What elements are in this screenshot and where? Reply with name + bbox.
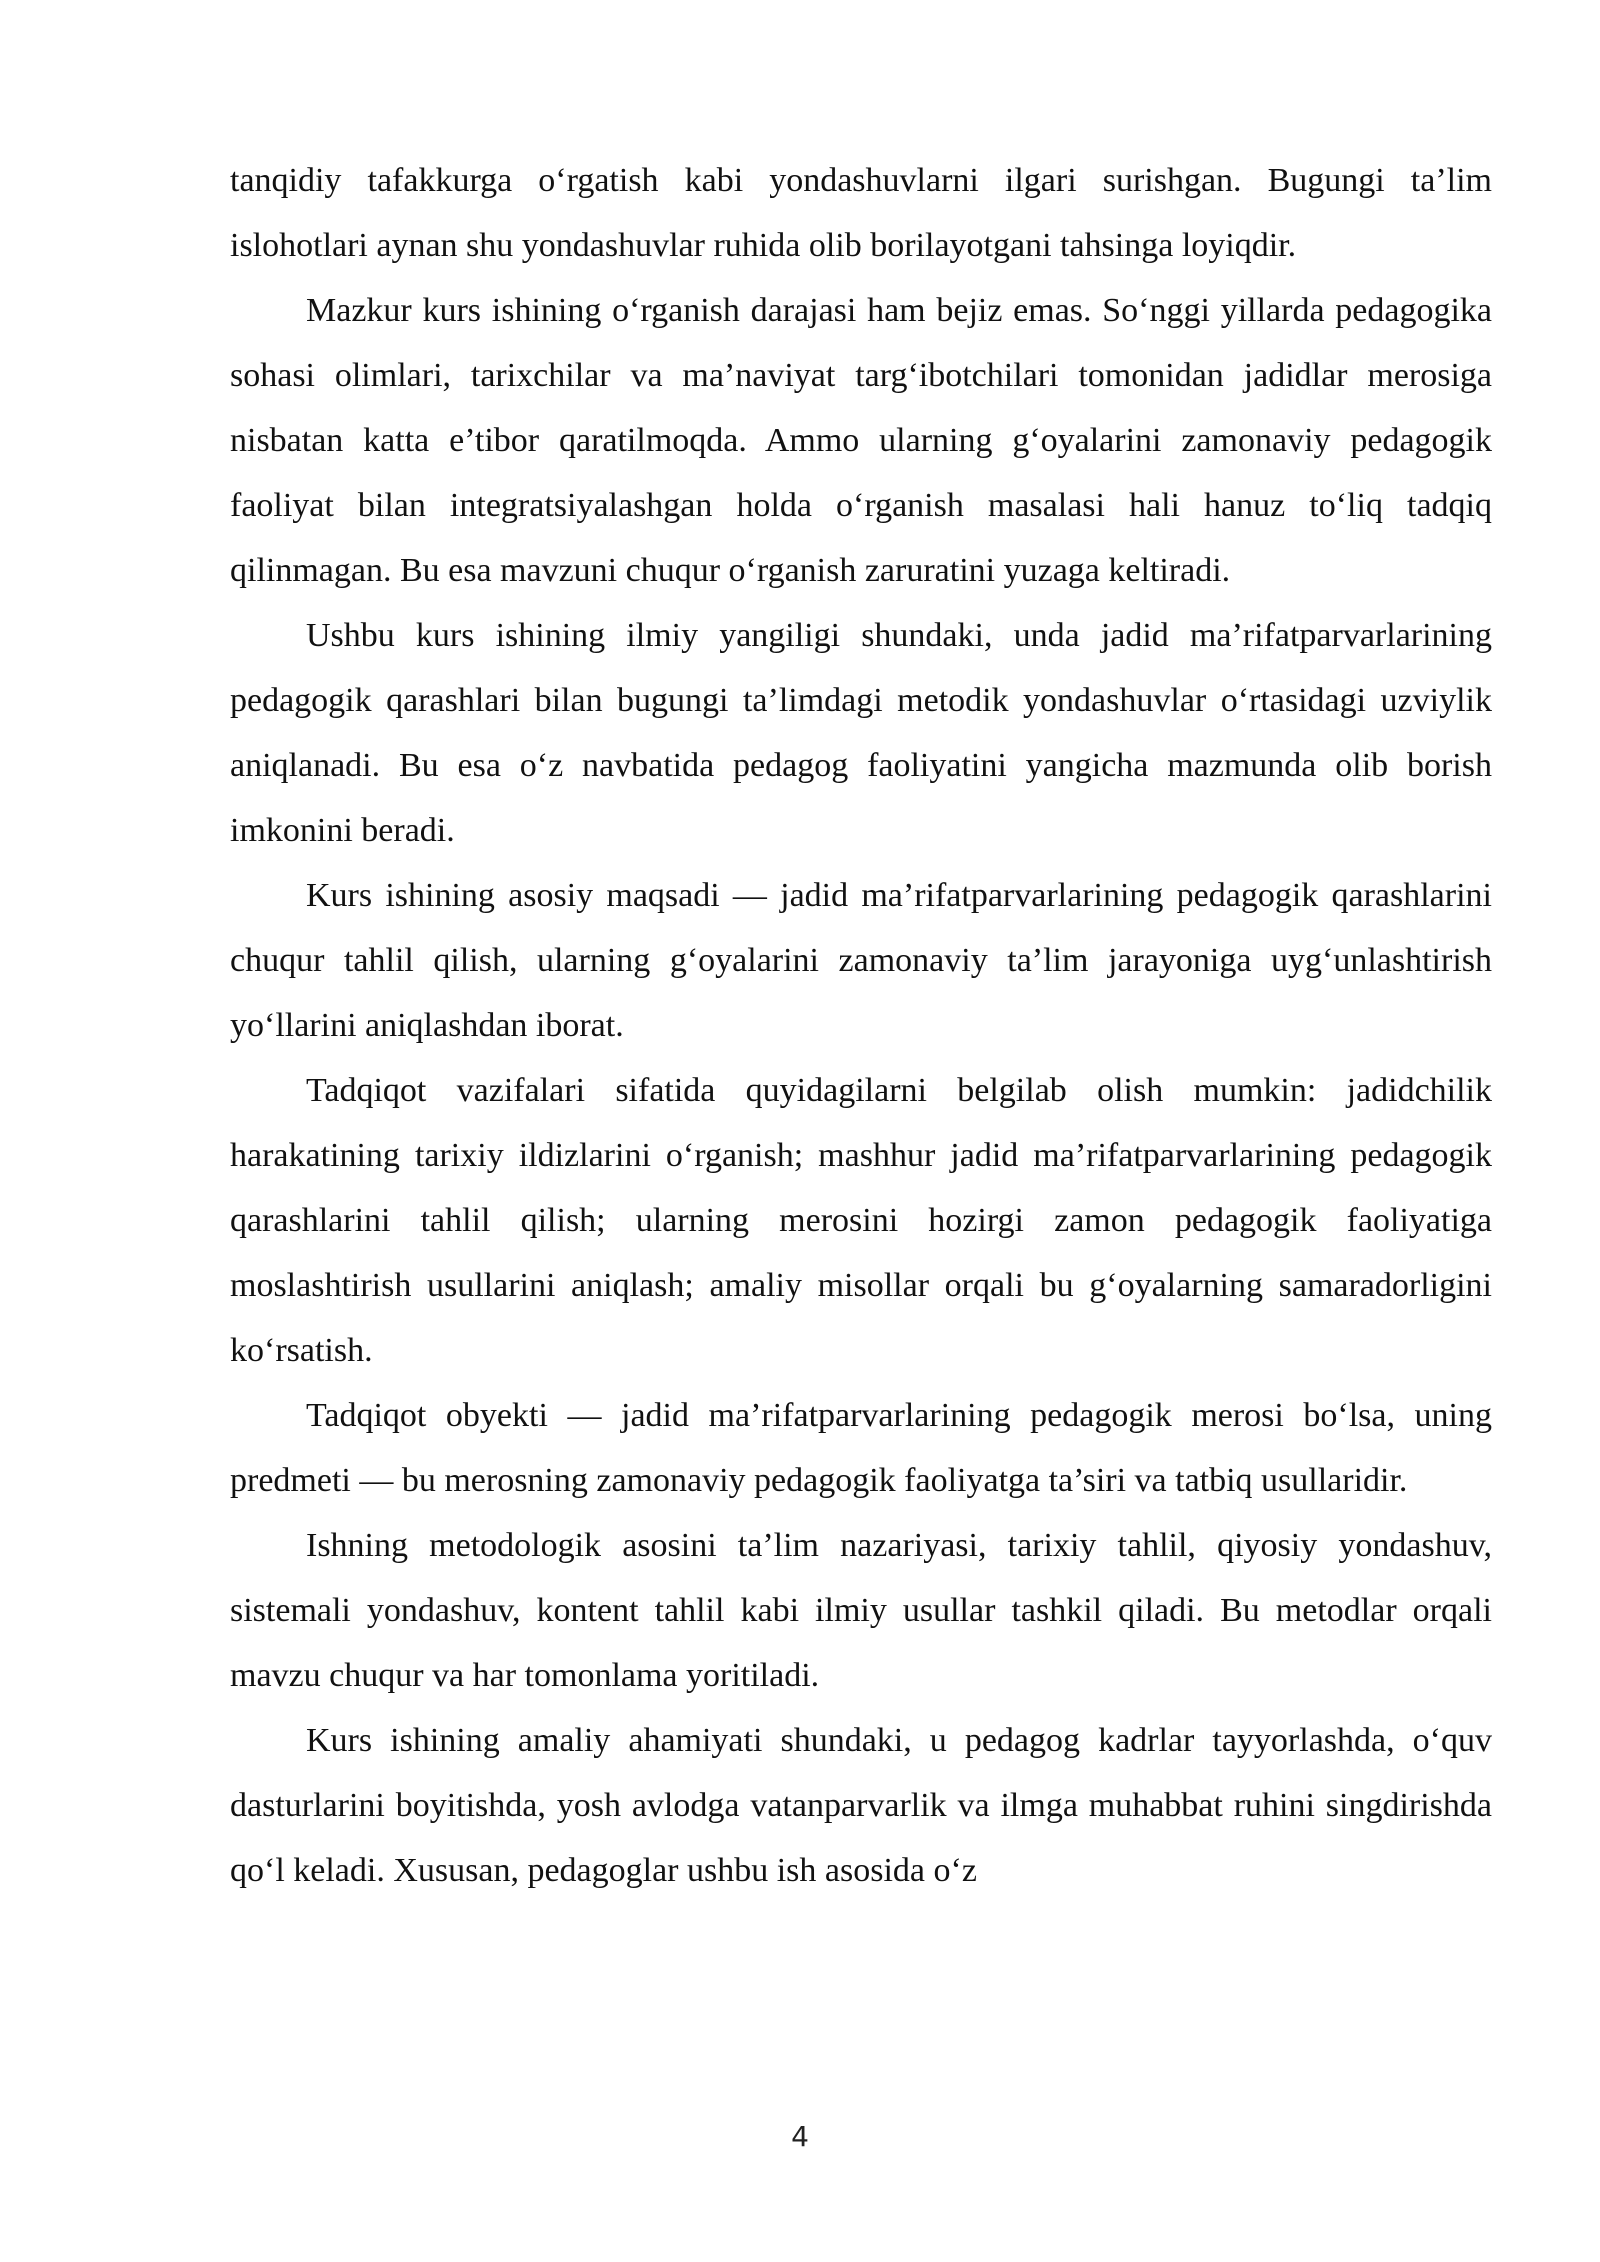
paragraph-methodology: Ishning metodologik asosini ta’lim nazariyasi, tarixiy tahlil, qiyosiy yondashuv, sistemali yondashuv, kontent tahlil kabi ilmiy usullar tashkil qiladi. Bu metodlar orqali mavzu chuqur va har tomonlama yoritiladi. xyxy=(230,1527,1492,1694)
paragraph-research-tasks: Tadqiqot vazifalari sifatida quyidagilarni belgilab olish mumkin: jadidchilik harakatining tarixiy ildizlarini o‘rganish; mashhur jadid ma’rifatparvarlarining pedagogik qarashlarini tahlil qilish; ularning merosini hozirgi zamon pedagogik faoliyatiga moslashtirish usullarini aniqlash; amaliy misollar orqali bu g‘oyalarning samaradorligini ko‘rsatish. xyxy=(230,1072,1492,1369)
paragraph-study-level: Mazkur kurs ishining o‘rganish darajasi ham bejiz emas. So‘nggi yillarda pedagogika sohasi olimlari, tarixchilar va ma’naviyat targ‘ibotchilari tomonidan jadidlar merosiga nisbatan katta e’tibor qaratilmoqda. Ammo ularning g‘oyalarini zamonaviy pedagogik faoliyat bilan integratsiyalashgan holda o‘rganish masalasi hali hanuz to‘liq tadqiq qilinmagan. Bu esa mavzuni chuqur o‘rganish zaruratini yuzaga keltiradi. xyxy=(230,292,1492,589)
paragraph-main-goal: Kurs ishining asosiy maqsadi — jadid ma’rifatparvarlarining pedagogik qarashlarini chuqur tahlil qilish, ularning g‘oyalarini zamonaviy ta’lim jarayoniga uyg‘unlashtirish yo‘llarini aniqlashdan iborat. xyxy=(230,877,1492,1044)
paragraph-scientific-novelty: Ushbu kurs ishining ilmiy yangiligi shundaki, unda jadid ma’rifatparvarlarining pedagogik qarashlari bilan bugungi ta’limdagi metodik yondashuvlar o‘rtasidagi uzviylik aniqlanadi. Bu esa o‘z navbatida pedagog faoliyatini yangicha mazmunda olib borish imkonini beradi. xyxy=(230,617,1492,849)
paragraph-practical-significance: Kurs ishining amaliy ahamiyati shundaki, u pedagog kadrlar tayyorlashda, o‘quv dasturlarini boyitishda, yosh avlodga vatanparvarlik va ilmga muhabbat ruhini singdirishda qo‘l keladi. Xususan, pedagoglar ushbu ish asosida o‘z xyxy=(230,1722,1492,1889)
document-body xyxy=(230,148,1492,1903)
paragraph-continuation: tanqidiy tafakkurga o‘rgatish kabi yondashuvlarni ilgari surishgan. Bugungi ta’lim islohotlari aynan shu yondashuvlar ruhida olib borilayotgani tahsinga loyiqdir. xyxy=(230,162,1492,264)
paragraph-research-object: Tadqiqot obyekti — jadid ma’rifatparvarlarining pedagogik merosi bo‘lsa, uning predmeti — bu merosning zamonaviy pedagogik faoliyatga ta’siri va tatbiq usullaridir. xyxy=(230,1397,1492,1499)
page-number: 4 xyxy=(791,2120,809,2153)
